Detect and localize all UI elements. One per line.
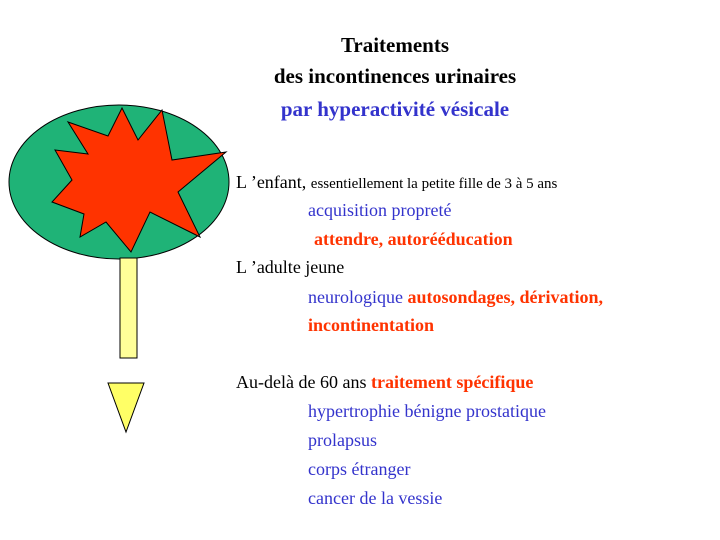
senior-item-prolapsus: prolapsus xyxy=(308,430,377,450)
enfant-item-attendre: attendre, autorééducation xyxy=(314,229,513,249)
senior-item-corps-etranger: corps étranger xyxy=(308,459,411,479)
senior-item-hypertrophie: hypertrophie bénigne prostatique xyxy=(308,401,546,421)
enfant-item-acquisition: acquisition propreté xyxy=(308,200,452,220)
section-enfant-detail: essentiellement la petite fille de 3 à 5 ans xyxy=(310,176,558,192)
section-senior xyxy=(236,372,533,394)
adulte-item-autosondages: autosondages, dérivation, xyxy=(407,287,604,307)
section-enfant-label: L ’enfant, xyxy=(236,172,307,192)
yellow-down-triangle-icon xyxy=(108,383,144,432)
title-line-2: des incontinences urinaires xyxy=(273,64,517,88)
adulte-item-incontinentation: incontinentation xyxy=(308,315,435,335)
title-line-1: Traitements xyxy=(340,33,450,57)
yellow-stem-icon xyxy=(120,258,137,358)
title-line-3: par hyperactivité vésicale xyxy=(280,97,510,121)
section-senior-label: Au-delà de 60 ans xyxy=(236,372,367,392)
senior-item-cancer: cancer de la vessie xyxy=(308,488,443,508)
section-enfant xyxy=(236,172,557,194)
section-senior-label-red: traitement spécifique xyxy=(370,372,534,392)
adulte-item-neurologique: neurologique xyxy=(308,287,403,307)
adulte-item-1 xyxy=(308,287,603,309)
section-adulte-label: L ’adulte jeune xyxy=(236,257,345,277)
